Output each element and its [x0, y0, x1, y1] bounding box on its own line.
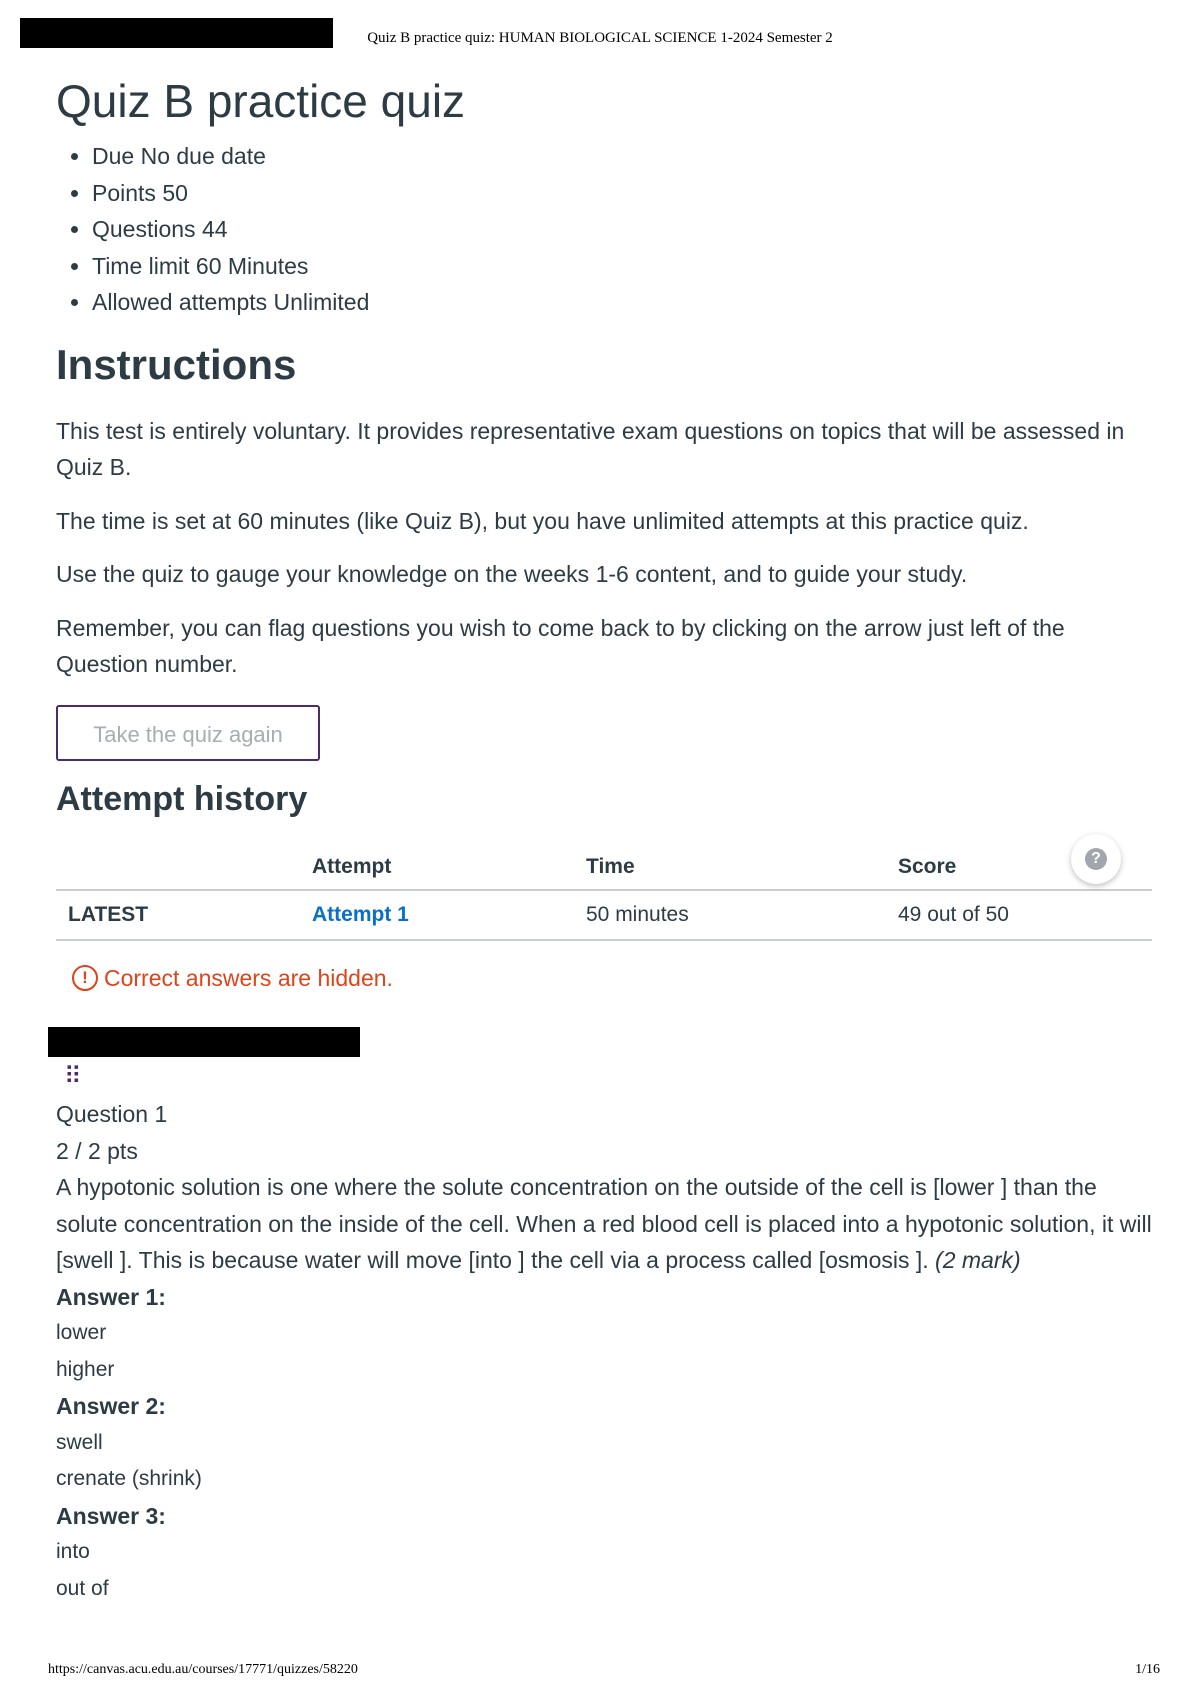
notice-text: Correct answers are hidden. — [104, 964, 393, 991]
detail-time-limit: • Time limit 60 Minutes — [92, 248, 1156, 285]
detail-due: • Due No due date — [92, 138, 1156, 175]
question-body: A hypotonic solution is one where the solute concentration on the outside of the cell is [lower ] than the solute concentration on the inside of the cell. When a red blood cell is placed into a hypotonic solution, it will [swell ]. This is because water will move [into ] the cell via a process called [osmosis ]. — [56, 1174, 1152, 1273]
attempt-time: 50 minutes — [574, 890, 886, 940]
instructions-paragraph: The time is set at 60 minutes (like Quiz B), but you have unlimited attempts at this practice quiz. — [56, 507, 1029, 534]
page-title: Quiz B practice quiz — [56, 75, 466, 127]
answer-option: higher — [56, 1357, 115, 1381]
question-text — [56, 1169, 1156, 1279]
attempt-history-table — [56, 845, 1152, 941]
answer-label: Answer 2: — [56, 1393, 166, 1419]
detail-questions: • Questions 44 — [92, 211, 1156, 248]
attempt-history-heading: Attempt history — [56, 779, 308, 818]
answer-label: Answer 3: — [56, 1502, 166, 1529]
column-header-score: Score — [886, 845, 1152, 890]
table-row — [56, 890, 1152, 940]
question-points: 2 / 2 pts — [56, 1137, 138, 1164]
detail-allowed-attempts: • Allowed attempts Unlimited — [92, 284, 1156, 321]
help-button[interactable] — [1071, 834, 1121, 884]
correct-answers-notice — [72, 965, 1156, 992]
question-number: Question 1 — [56, 1101, 168, 1127]
attempt-score: 49 out of 50 — [886, 890, 1152, 940]
question-mark-icon: ? — [1085, 848, 1107, 870]
instructions-heading: Instructions — [56, 340, 297, 388]
answer-option: into — [56, 1540, 90, 1563]
answer-option: lower — [56, 1321, 107, 1344]
answer-option: swell — [56, 1430, 103, 1454]
print-header: Quiz B practice quiz: HUMAN BIOLOGICAL SCIENCE 1-2024 Semester 2 — [367, 30, 833, 46]
detail-points: • Points 50 — [92, 175, 1156, 212]
answer-label: Answer 1: — [56, 1283, 166, 1310]
answer-group-2 — [56, 1388, 1156, 1498]
print-page-number: 1/16 — [1135, 1662, 1160, 1677]
instructions-paragraph: This test is entirely voluntary. It provides representative exam questions on topics that will be assessed in Quiz B. — [56, 417, 1125, 480]
attempt-cell — [300, 890, 574, 940]
table-header-row — [56, 845, 1152, 890]
question-1 — [56, 1096, 1156, 1607]
column-header-time: Time — [574, 845, 886, 890]
column-header-tag — [56, 845, 300, 890]
instructions-paragraph: Use the quiz to gauge your knowledge on the weeks 1-6 content, and to guide your study. — [56, 561, 968, 587]
latest-label: LATEST — [56, 890, 300, 940]
question-mark-value: (2 mark) — [935, 1247, 1021, 1273]
warning-icon: ! — [72, 965, 98, 991]
answer-group-1 — [56, 1279, 1156, 1389]
take-quiz-again-button[interactable]: Take the quiz again — [56, 705, 320, 761]
answer-option: out of — [56, 1576, 109, 1600]
answer-option: crenate (shrink) — [56, 1467, 202, 1490]
column-header-attempt: Attempt — [300, 845, 574, 890]
print-footer-url: https://canvas.acu.edu.au/courses/17771/quizzes/58220 — [48, 1662, 358, 1677]
instructions-body — [56, 413, 1156, 683]
answer-group-3 — [56, 1498, 1156, 1608]
attempt-1-link[interactable]: Attempt 1 — [312, 902, 409, 926]
redacted-block — [48, 1027, 360, 1057]
drag-handle-icon[interactable]: ⠿ — [64, 1063, 80, 1090]
quiz-details — [56, 138, 1156, 321]
quiz-content — [56, 70, 1156, 992]
instructions-paragraph: Remember, you can flag questions you wish to come back to by clicking on the arrow just left of the Question number. — [56, 614, 1065, 677]
